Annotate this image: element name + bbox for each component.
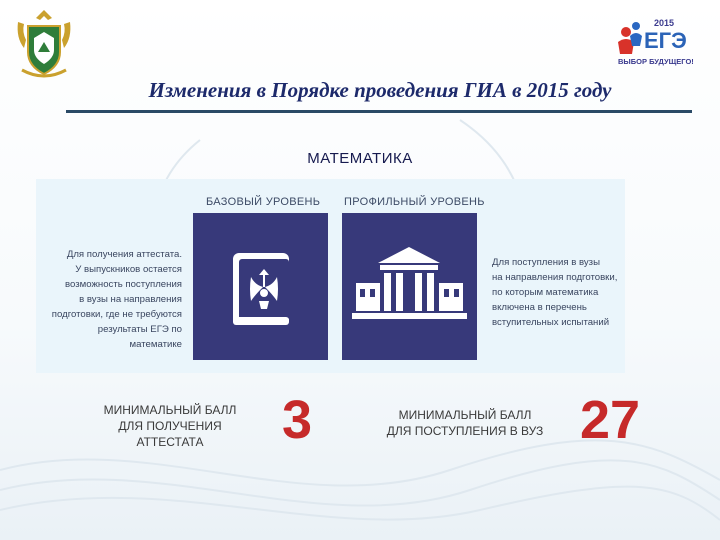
book-icon: [193, 213, 328, 360]
profile-level-label: ПРОФИЛЬНЫЙ УРОВЕНЬ: [344, 196, 485, 208]
profile-level-card: [342, 213, 477, 360]
label-line: МИНИМАЛЬНЫЙ БАЛЛ: [103, 403, 237, 417]
ege-logo-name: ЕГЭ: [644, 28, 687, 53]
label-line: МИНИМАЛЬНЫЙ БАЛЛ: [398, 408, 532, 422]
profile-level-description: [492, 255, 622, 330]
description-line: вступительных испытаний: [492, 317, 610, 328]
university-building-icon: [342, 213, 477, 360]
description-line: включена в перечень: [492, 302, 587, 313]
university-min-score: 27: [580, 390, 641, 450]
description-line: У выпускников остается: [75, 264, 182, 275]
ege-logo-graphic: [612, 10, 708, 68]
label-line: ДЛЯ ПОЛУЧЕНИЯ: [118, 419, 222, 433]
ege-logo-tagline: ВЫБОР БУДУЩЕГО!: [618, 57, 694, 66]
description-line: в вузы на направления: [79, 294, 182, 305]
basic-level-card: [193, 213, 328, 360]
certificate-min-score: 3: [282, 390, 313, 450]
certificate-min-score-label: [70, 402, 270, 450]
description-line: по которым математика: [492, 287, 599, 298]
description-line: подготовки, где не требуются: [51, 309, 182, 320]
description-line: возможность поступления: [65, 279, 182, 290]
description-line: Для поступления в вузы: [492, 257, 600, 268]
title-divider: [66, 110, 692, 113]
subject-title: МАТЕМАТИКА: [307, 150, 413, 167]
description-line: на направления подготовки,: [492, 272, 618, 283]
basic-level-label: БАЗОВЫЙ УРОВЕНЬ: [206, 196, 321, 208]
university-min-score-label: [360, 407, 570, 439]
ege-logo-year: 2015: [654, 18, 675, 28]
description-line: Для получения аттестата.: [66, 249, 182, 260]
label-line: АТТЕСТАТА: [136, 435, 204, 449]
basic-level-description: [46, 247, 182, 352]
ege-logo: [612, 10, 708, 68]
description-line: результаты ЕГЭ по математике: [97, 324, 182, 350]
label-line: ДЛЯ ПОСТУПЛЕНИЯ В ВУЗ: [386, 424, 544, 438]
page-title: Изменения в Порядке проведения ГИА в 2015 году: [148, 78, 612, 102]
coat-of-arms-emblem: [14, 8, 74, 82]
